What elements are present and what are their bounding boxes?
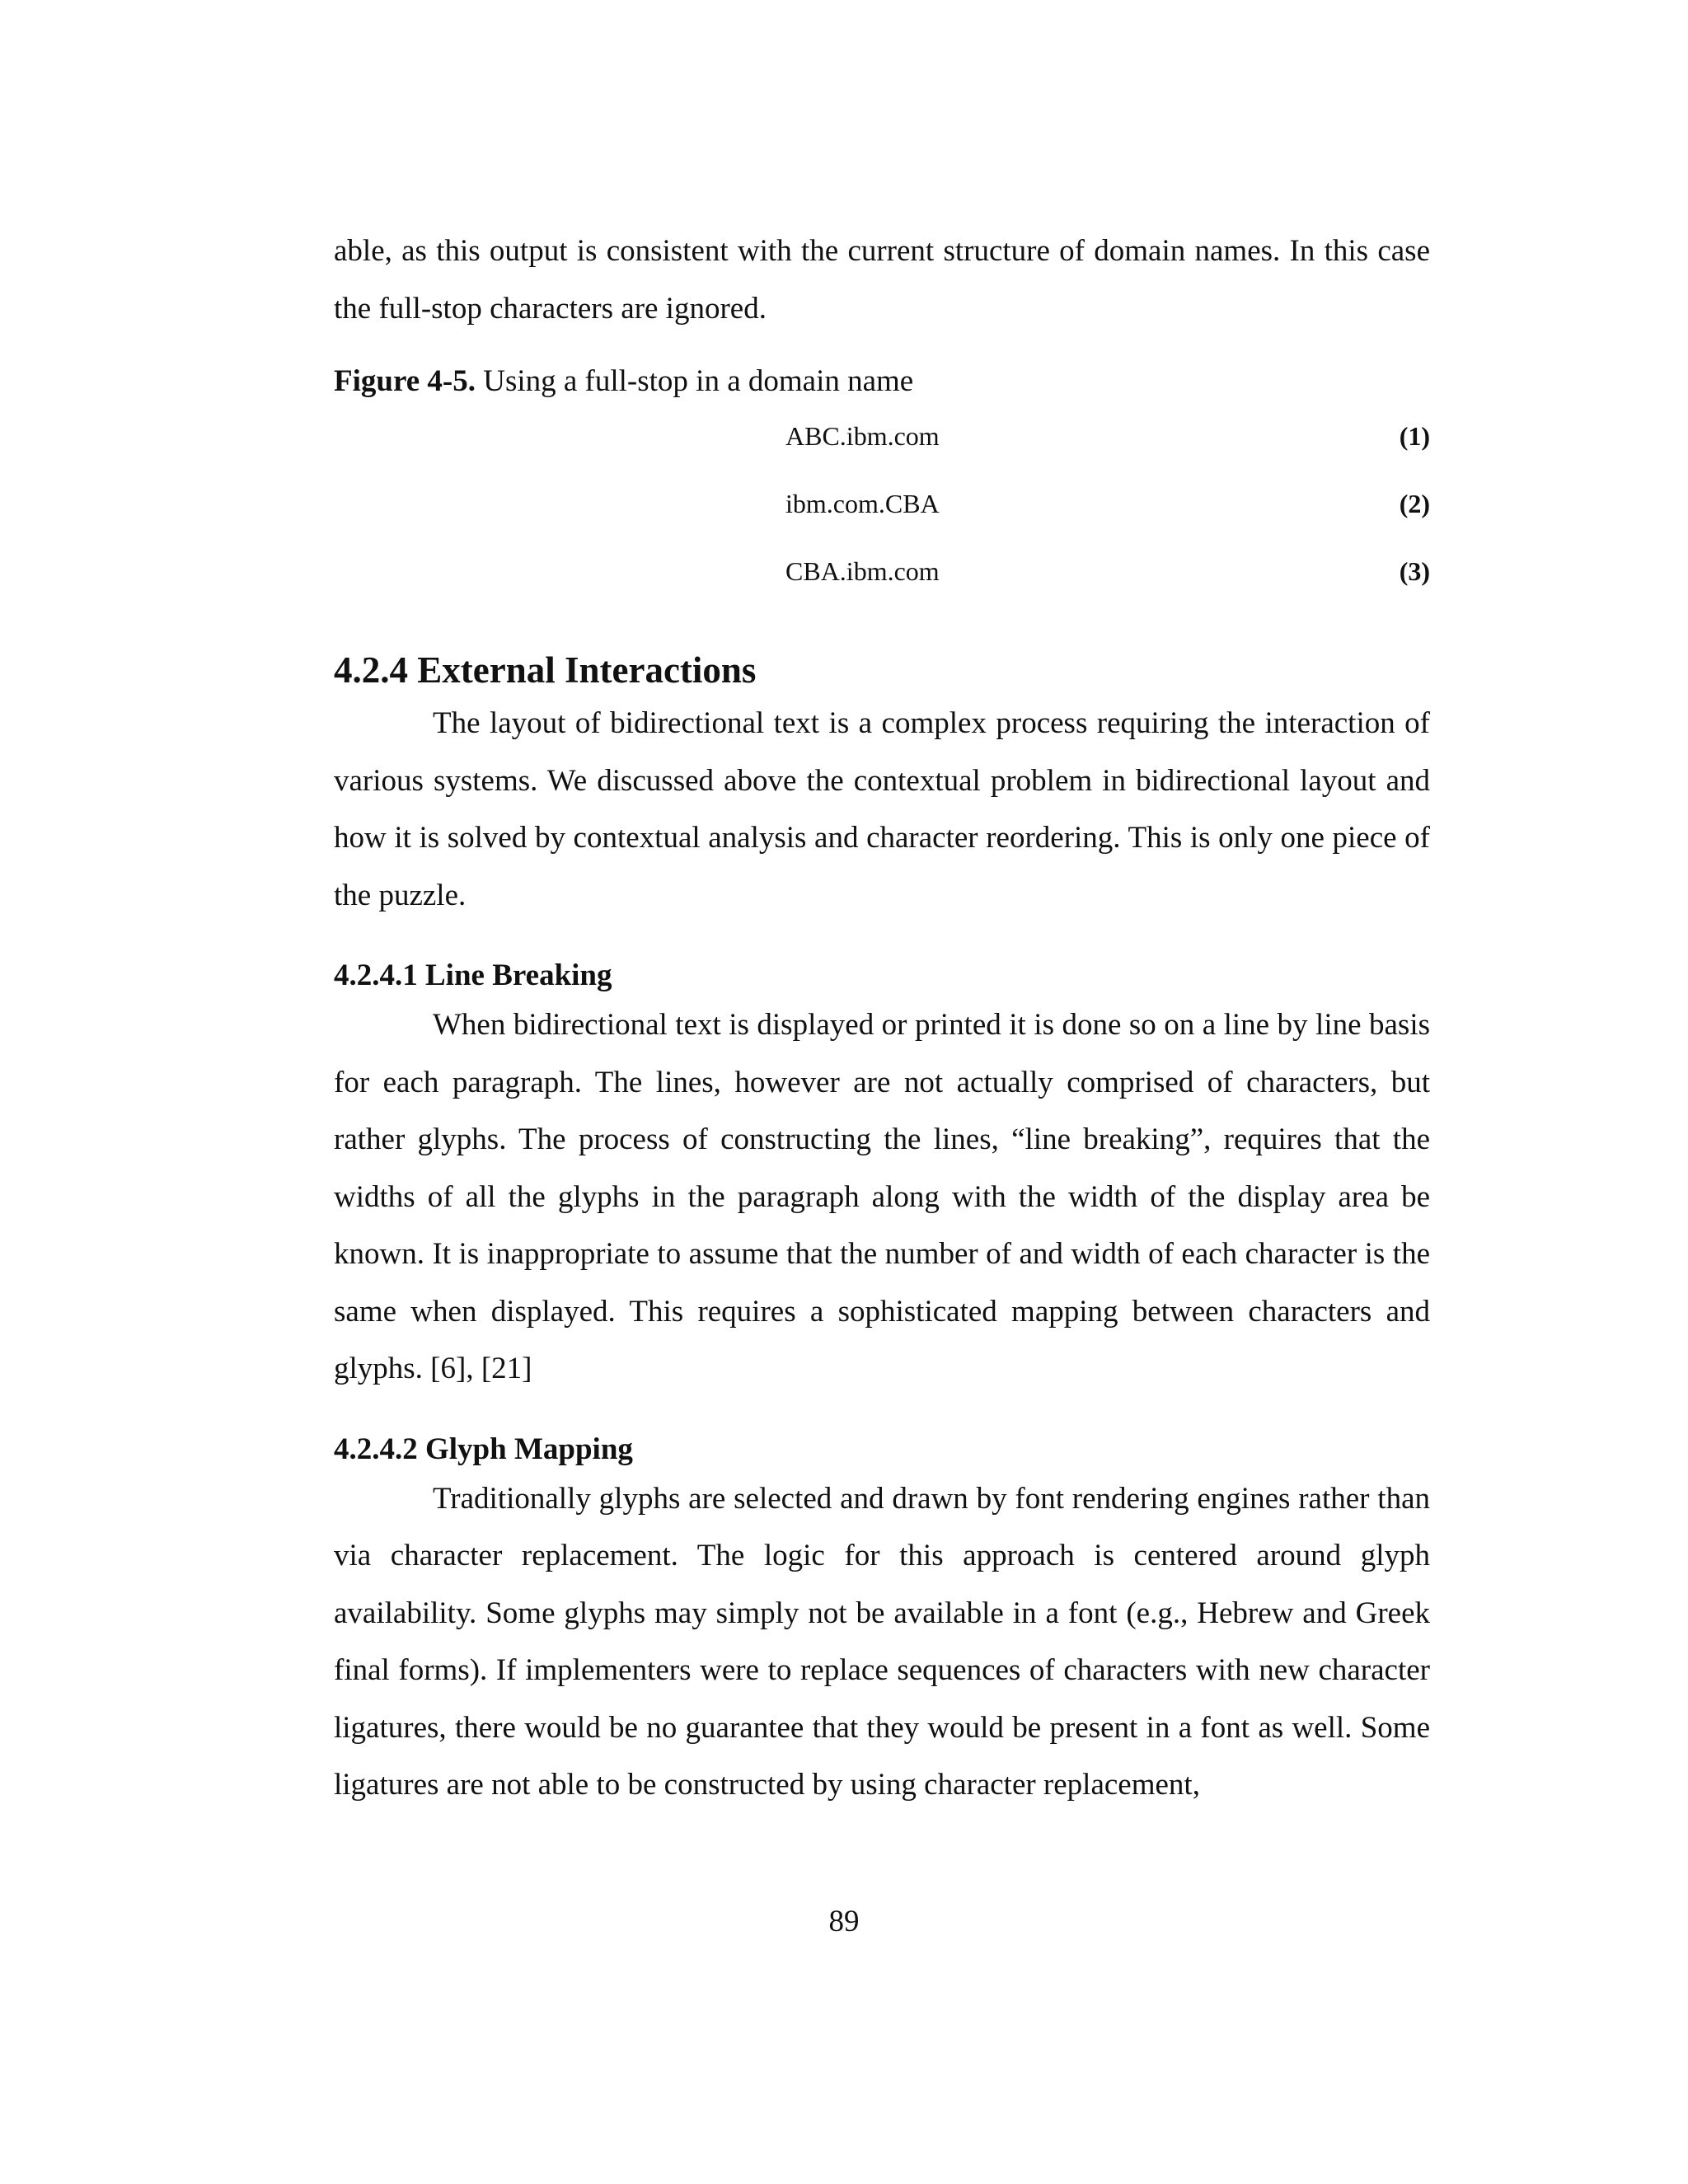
section-paragraph: The layout of bidirectional text is a complex process requiring the interaction of various systems. We discussed above the contextual problem in bidirectional layout and how it is solved by contextual analysis and character reordering. This is only one piece of the puzzle. — [334, 706, 1430, 912]
equation-number: (2) — [1399, 489, 1430, 518]
domain-name: ibm.com.CBA — [785, 489, 940, 518]
intro-paragraph: able, as this output is consistent with the current structure of domain names. In this case the full-stop characters are ignored. — [334, 234, 1430, 326]
glyph-mapping-paragraph: Traditionally glyphs are selected and drawn by font rendering engines rather than via character replacement. The logic for this approach is centered around glyph availability. Some glyphs may simply not be available in a font (e.g., Hebrew and Greek final forms). If implementers were to replace sequences of characters with new character ligatures, there would be no guarantee that they would be present in a font as well. Some ligatures are not able to be constructed by using character replacement, — [334, 1481, 1430, 1802]
domain-name: CBA.ibm.com — [785, 556, 940, 586]
domain-row — [334, 474, 1430, 541]
equation-number: (1) — [1399, 421, 1430, 451]
subsection-heading-line-breaking: 4.2.4.1 Line Breaking — [334, 958, 612, 992]
line-breaking-paragraph: When bidirectional text is displayed or printed it is done so on a line by line basis for each paragraph. The lines, however are not actually comprised of characters, but rather glyphs. The process of constructing the lines, “line breaking”, requires that the widths of all the glyphs in the paragraph along with the width of the display area be known. It is inappropriate to assume that the number of and width of each character is the same when displayed. This requires a sophisticated mapping between characters and glyphs. [6], [21] — [334, 1008, 1430, 1385]
section-heading: 4.2.4 External Interactions — [334, 649, 757, 691]
subsection-heading-glyph-mapping: 4.2.4.2 Glyph Mapping — [334, 1432, 633, 1466]
equation-number: (3) — [1399, 556, 1430, 586]
page-number: 89 — [828, 1905, 860, 1938]
figure-label: Figure 4-5. — [334, 364, 476, 398]
figure-title: Using a full-stop in a domain name — [475, 364, 914, 398]
figure-caption — [334, 357, 1430, 406]
domain-name: ABC.ibm.com — [785, 421, 940, 451]
page-body — [334, 223, 1430, 1814]
domain-row — [334, 541, 1430, 609]
domain-row — [334, 406, 1430, 474]
domain-name-list — [334, 406, 1430, 609]
